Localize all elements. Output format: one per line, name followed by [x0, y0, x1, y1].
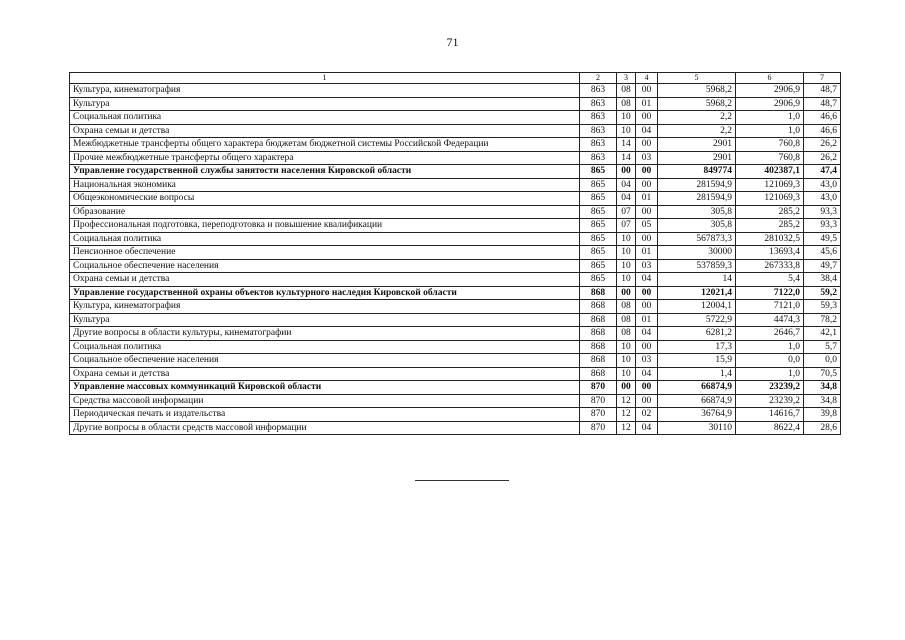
cell-col-7: 48,7 — [804, 97, 841, 111]
cell-name: Межбюджетные трансферты общего характера бюджетам бюджетной системы Российской Федерации — [70, 138, 580, 152]
table-row — [70, 111, 841, 125]
table-row — [70, 124, 841, 138]
cell-col-3: 08 — [617, 97, 636, 111]
table-row — [70, 259, 841, 273]
cell-col-5: 66874,9 — [658, 381, 736, 395]
cell-col-5: 849774 — [658, 165, 736, 179]
table-row — [70, 300, 841, 314]
cell-col-5: 305,8 — [658, 205, 736, 219]
cell-name: Охрана семьи и детства — [70, 273, 580, 287]
cell-col-2: 865 — [580, 273, 617, 287]
cell-col-7: 70,5 — [804, 367, 841, 381]
cell-col-5: 36764,9 — [658, 408, 736, 422]
cell-col-5: 66874,9 — [658, 394, 736, 408]
cell-col-4: 03 — [636, 354, 658, 368]
cell-col-3: 14 — [617, 138, 636, 152]
cell-name: Культура — [70, 97, 580, 111]
separator-line — [415, 480, 509, 481]
cell-col-6: 1,0 — [736, 340, 804, 354]
cell-col-4: 00 — [636, 286, 658, 300]
cell-col-7: 59,3 — [804, 300, 841, 314]
table-row — [70, 178, 841, 192]
cell-col-6: 2646,7 — [736, 327, 804, 341]
cell-col-6: 1,0 — [736, 367, 804, 381]
cell-col-7: 59,2 — [804, 286, 841, 300]
cell-col-7: 78,2 — [804, 313, 841, 327]
cell-col-6: 760,8 — [736, 151, 804, 165]
cell-col-4: 00 — [636, 232, 658, 246]
cell-name: Охрана семьи и детства — [70, 124, 580, 138]
cell-col-4: 04 — [636, 421, 658, 435]
cell-col-5: 12021,4 — [658, 286, 736, 300]
cell-col-2: 865 — [580, 219, 617, 233]
cell-col-6: 7122,0 — [736, 286, 804, 300]
table-row — [70, 327, 841, 341]
column-header: 1 — [70, 73, 580, 84]
cell-col-7: 38,4 — [804, 273, 841, 287]
cell-col-5: 281594,9 — [658, 192, 736, 206]
cell-col-6: 1,0 — [736, 111, 804, 125]
cell-col-5: 6281,2 — [658, 327, 736, 341]
cell-col-2: 865 — [580, 165, 617, 179]
cell-col-3: 08 — [617, 300, 636, 314]
cell-name: Социальное обеспечение населения — [70, 259, 580, 273]
cell-name: Другие вопросы в области средств массовой информации — [70, 421, 580, 435]
cell-col-2: 868 — [580, 300, 617, 314]
cell-col-6: 4474,3 — [736, 313, 804, 327]
cell-col-6: 0,0 — [736, 354, 804, 368]
cell-col-4: 00 — [636, 381, 658, 395]
cell-col-4: 01 — [636, 246, 658, 260]
cell-col-2: 865 — [580, 192, 617, 206]
cell-col-4: 05 — [636, 219, 658, 233]
table-body — [70, 84, 841, 435]
cell-name: Охрана семьи и детства — [70, 367, 580, 381]
cell-col-7: 39,8 — [804, 408, 841, 422]
cell-name: Профессиональная подготовка, переподготовка и повышение квалификации — [70, 219, 580, 233]
cell-col-3: 04 — [617, 178, 636, 192]
cell-col-6: 285,2 — [736, 205, 804, 219]
cell-col-6: 2906,9 — [736, 84, 804, 98]
cell-col-2: 868 — [580, 354, 617, 368]
cell-col-5: 281594,9 — [658, 178, 736, 192]
cell-name: Прочие межбюджетные трансферты общего характера — [70, 151, 580, 165]
cell-name: Социальная политика — [70, 232, 580, 246]
cell-col-6: 285,2 — [736, 219, 804, 233]
cell-col-4: 00 — [636, 165, 658, 179]
cell-col-7: 46,6 — [804, 111, 841, 125]
table-row — [70, 408, 841, 422]
cell-col-5: 12004,1 — [658, 300, 736, 314]
cell-col-5: 5968,2 — [658, 97, 736, 111]
table-row — [70, 394, 841, 408]
cell-col-5: 5968,2 — [658, 84, 736, 98]
cell-name: Социальное обеспечение населения — [70, 354, 580, 368]
cell-col-7: 48,7 — [804, 84, 841, 98]
cell-col-6: 2906,9 — [736, 97, 804, 111]
cell-col-5: 5722,9 — [658, 313, 736, 327]
cell-col-4: 04 — [636, 273, 658, 287]
table-row — [70, 367, 841, 381]
cell-col-2: 870 — [580, 408, 617, 422]
cell-col-4: 01 — [636, 192, 658, 206]
cell-col-2: 870 — [580, 381, 617, 395]
cell-col-4: 04 — [636, 327, 658, 341]
cell-col-7: 43,0 — [804, 178, 841, 192]
cell-col-5: 2,2 — [658, 111, 736, 125]
cell-col-4: 00 — [636, 111, 658, 125]
cell-col-3: 10 — [617, 273, 636, 287]
cell-col-7: 0,0 — [804, 354, 841, 368]
cell-col-3: 00 — [617, 286, 636, 300]
cell-col-2: 868 — [580, 340, 617, 354]
cell-col-3: 10 — [617, 111, 636, 125]
cell-col-6: 13693,4 — [736, 246, 804, 260]
cell-col-2: 863 — [580, 124, 617, 138]
cell-col-5: 537859,3 — [658, 259, 736, 273]
cell-col-5: 2,2 — [658, 124, 736, 138]
cell-col-7: 43,0 — [804, 192, 841, 206]
cell-col-3: 10 — [617, 259, 636, 273]
table-row — [70, 138, 841, 152]
cell-name: Управление государственной охраны объектов культурного наследия Кировской области — [70, 286, 580, 300]
column-header: 7 — [804, 73, 841, 84]
cell-col-3: 10 — [617, 246, 636, 260]
cell-col-7: 26,2 — [804, 138, 841, 152]
cell-col-3: 14 — [617, 151, 636, 165]
cell-col-3: 10 — [617, 340, 636, 354]
table-row — [70, 165, 841, 179]
cell-col-7: 45,6 — [804, 246, 841, 260]
cell-col-7: 49,5 — [804, 232, 841, 246]
cell-name: Общеэкономические вопросы — [70, 192, 580, 206]
table-row — [70, 340, 841, 354]
cell-col-5: 30110 — [658, 421, 736, 435]
table-row — [70, 192, 841, 206]
table-row — [70, 205, 841, 219]
cell-col-2: 863 — [580, 84, 617, 98]
cell-col-4: 00 — [636, 84, 658, 98]
column-header: 2 — [580, 73, 617, 84]
cell-col-7: 49,7 — [804, 259, 841, 273]
cell-col-5: 2901 — [658, 138, 736, 152]
cell-col-6: 23239,2 — [736, 381, 804, 395]
cell-col-2: 863 — [580, 111, 617, 125]
cell-col-6: 8622,4 — [736, 421, 804, 435]
table-row — [70, 381, 841, 395]
cell-col-3: 08 — [617, 313, 636, 327]
cell-name: Пенсионное обеспечение — [70, 246, 580, 260]
cell-col-6: 1,0 — [736, 124, 804, 138]
cell-col-3: 10 — [617, 367, 636, 381]
cell-name: Другие вопросы в области культуры, кинематографии — [70, 327, 580, 341]
cell-name: Культура, кинематография — [70, 84, 580, 98]
cell-col-6: 281032,5 — [736, 232, 804, 246]
cell-col-2: 865 — [580, 178, 617, 192]
cell-col-2: 863 — [580, 151, 617, 165]
cell-col-3: 08 — [617, 84, 636, 98]
column-header: 4 — [636, 73, 658, 84]
cell-col-7: 26,2 — [804, 151, 841, 165]
cell-col-5: 1,4 — [658, 367, 736, 381]
cell-col-7: 28,6 — [804, 421, 841, 435]
table-row — [70, 84, 841, 98]
cell-col-3: 08 — [617, 327, 636, 341]
cell-col-6: 121069,3 — [736, 192, 804, 206]
cell-col-4: 00 — [636, 394, 658, 408]
cell-col-2: 863 — [580, 138, 617, 152]
cell-col-3: 10 — [617, 354, 636, 368]
cell-col-4: 04 — [636, 124, 658, 138]
cell-col-3: 00 — [617, 381, 636, 395]
cell-col-2: 865 — [580, 259, 617, 273]
table-row — [70, 219, 841, 233]
cell-col-4: 00 — [636, 138, 658, 152]
cell-col-2: 868 — [580, 327, 617, 341]
cell-name: Социальная политика — [70, 340, 580, 354]
table-row — [70, 151, 841, 165]
table-row — [70, 232, 841, 246]
table-row — [70, 421, 841, 435]
cell-name: Культура — [70, 313, 580, 327]
cell-name: Периодическая печать и издательства — [70, 408, 580, 422]
cell-col-5: 15,9 — [658, 354, 736, 368]
cell-col-3: 10 — [617, 124, 636, 138]
cell-col-3: 07 — [617, 219, 636, 233]
cell-col-4: 00 — [636, 178, 658, 192]
page-number: 71 — [446, 35, 459, 49]
column-header: 6 — [736, 73, 804, 84]
cell-col-4: 01 — [636, 313, 658, 327]
cell-col-3: 00 — [617, 165, 636, 179]
cell-name: Национальная экономика — [70, 178, 580, 192]
cell-col-5: 305,8 — [658, 219, 736, 233]
cell-col-6: 121069,3 — [736, 178, 804, 192]
cell-col-5: 30000 — [658, 246, 736, 260]
cell-col-2: 870 — [580, 421, 617, 435]
cell-name: Управление государственной службы занятости населения Кировской области — [70, 165, 580, 179]
cell-col-3: 12 — [617, 421, 636, 435]
cell-col-4: 00 — [636, 340, 658, 354]
cell-col-3: 12 — [617, 394, 636, 408]
cell-col-7: 34,8 — [804, 381, 841, 395]
cell-col-7: 47,4 — [804, 165, 841, 179]
cell-col-6: 5,4 — [736, 273, 804, 287]
cell-col-2: 870 — [580, 394, 617, 408]
cell-col-3: 07 — [617, 205, 636, 219]
cell-col-4: 03 — [636, 151, 658, 165]
table-header-row — [70, 73, 841, 84]
cell-col-7: 93,3 — [804, 219, 841, 233]
cell-name: Образование — [70, 205, 580, 219]
column-header: 5 — [658, 73, 736, 84]
table-row — [70, 97, 841, 111]
column-header: 3 — [617, 73, 636, 84]
cell-col-7: 42,1 — [804, 327, 841, 341]
cell-name: Социальная политика — [70, 111, 580, 125]
cell-col-5: 2901 — [658, 151, 736, 165]
table-row — [70, 313, 841, 327]
cell-col-3: 04 — [617, 192, 636, 206]
cell-col-6: 402387,1 — [736, 165, 804, 179]
table-row — [70, 354, 841, 368]
cell-col-2: 868 — [580, 367, 617, 381]
cell-col-4: 00 — [636, 205, 658, 219]
cell-col-3: 12 — [617, 408, 636, 422]
cell-col-6: 14616,7 — [736, 408, 804, 422]
cell-col-2: 865 — [580, 232, 617, 246]
cell-col-4: 00 — [636, 300, 658, 314]
table-row — [70, 286, 841, 300]
cell-col-6: 760,8 — [736, 138, 804, 152]
cell-col-3: 10 — [617, 232, 636, 246]
cell-col-4: 03 — [636, 259, 658, 273]
cell-name: Управление массовых коммуникаций Кировской области — [70, 381, 580, 395]
cell-name: Культура, кинематография — [70, 300, 580, 314]
cell-name: Средства массовой информации — [70, 394, 580, 408]
cell-col-4: 02 — [636, 408, 658, 422]
cell-col-6: 23239,2 — [736, 394, 804, 408]
budget-table — [69, 72, 841, 435]
cell-col-7: 93,3 — [804, 205, 841, 219]
cell-col-2: 865 — [580, 246, 617, 260]
cell-col-6: 267333,8 — [736, 259, 804, 273]
cell-col-2: 868 — [580, 286, 617, 300]
table-row — [70, 273, 841, 287]
cell-col-4: 04 — [636, 367, 658, 381]
cell-col-6: 7121,0 — [736, 300, 804, 314]
cell-col-7: 46,6 — [804, 124, 841, 138]
cell-col-5: 17,3 — [658, 340, 736, 354]
cell-col-2: 865 — [580, 205, 617, 219]
cell-col-5: 567873,3 — [658, 232, 736, 246]
cell-col-2: 868 — [580, 313, 617, 327]
cell-col-7: 5,7 — [804, 340, 841, 354]
cell-col-7: 34,8 — [804, 394, 841, 408]
cell-col-4: 01 — [636, 97, 658, 111]
cell-col-5: 14 — [658, 273, 736, 287]
table-row — [70, 246, 841, 260]
cell-col-2: 863 — [580, 97, 617, 111]
